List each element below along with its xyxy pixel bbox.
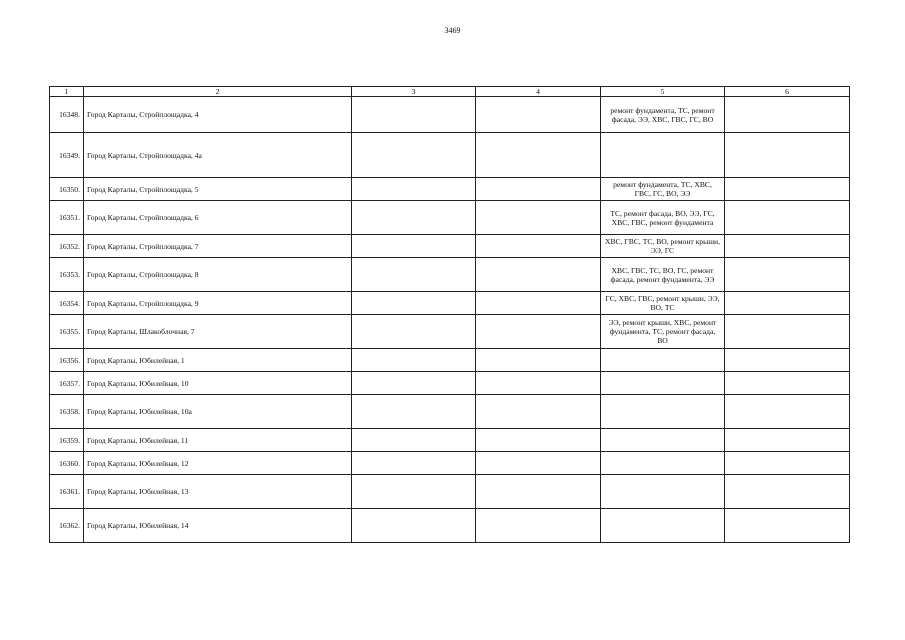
col3-cell: [352, 133, 476, 178]
address-cell: Город Карталы, Юбилейная, 10: [84, 372, 352, 395]
table-row: [50, 475, 850, 509]
col4-cell: [476, 97, 601, 133]
col6-cell: [725, 292, 850, 315]
col6-cell: [725, 429, 850, 452]
col4-cell: [476, 509, 601, 543]
address-cell: Город Карталы, Стройплощадка, 4: [84, 97, 352, 133]
col4-cell: [476, 315, 601, 349]
col6-cell: [725, 97, 850, 133]
table-row: [50, 509, 850, 543]
col4-cell: [476, 349, 601, 372]
col4-cell: [476, 372, 601, 395]
header-col-3: 3: [352, 87, 476, 97]
col3-cell: [352, 201, 476, 235]
address-cell: Город Карталы, Юбилейная, 10а: [84, 395, 352, 429]
works-cell: [601, 349, 725, 372]
address-cell: Город Карталы, Юбилейная, 11: [84, 429, 352, 452]
row-number: 16357.: [50, 372, 84, 395]
table-row: [50, 258, 850, 292]
table-row: [50, 292, 850, 315]
row-number: 16350.: [50, 178, 84, 201]
works-cell: ТС, ремонт фасада, ВО, ЭЭ, ГС, ХВС, ГВС, ремонт фундамента: [601, 201, 725, 235]
col3-cell: [352, 97, 476, 133]
col4-cell: [476, 429, 601, 452]
works-cell: ремонт фундамента, ТС, ХВС, ГВС, ГС, ВО, ЭЭ: [601, 178, 725, 201]
works-cell: [601, 429, 725, 452]
row-number: 16353.: [50, 258, 84, 292]
col6-cell: [725, 178, 850, 201]
col3-cell: [352, 315, 476, 349]
col3-cell: [352, 509, 476, 543]
col6-cell: [725, 372, 850, 395]
table-row: [50, 315, 850, 349]
works-cell: ЭЭ, ремонт крыши, ХВС, ремонт фундамента, ТС, ремонт фасада, ВО: [601, 315, 725, 349]
header-col-2: 2: [84, 87, 352, 97]
header-col-1: 1: [50, 87, 84, 97]
col3-cell: [352, 292, 476, 315]
works-cell: ХВС, ГВС, ТС, ВО, ремонт крыши, ЭЭ, ГС: [601, 235, 725, 258]
col6-cell: [725, 349, 850, 372]
table-row: [50, 201, 850, 235]
table-row: [50, 97, 850, 133]
table-row: [50, 133, 850, 178]
works-cell: [601, 395, 725, 429]
table-row: [50, 372, 850, 395]
table-row: [50, 429, 850, 452]
address-cell: Город Карталы, Шлакоблочная, 7: [84, 315, 352, 349]
col3-cell: [352, 395, 476, 429]
col4-cell: [476, 201, 601, 235]
row-number: 16351.: [50, 201, 84, 235]
table-row: [50, 395, 850, 429]
col4-cell: [476, 475, 601, 509]
col4-cell: [476, 133, 601, 178]
works-cell: ХВС, ГВС, ТС, ВО, ГС, ремонт фасада, ремонт фундамента, ЭЭ: [601, 258, 725, 292]
header-col-5: 5: [601, 87, 725, 97]
row-number: 16355.: [50, 315, 84, 349]
col3-cell: [352, 178, 476, 201]
col6-cell: [725, 133, 850, 178]
row-number: 16356.: [50, 349, 84, 372]
address-cell: Город Карталы, Юбилейная, 1: [84, 349, 352, 372]
col4-cell: [476, 395, 601, 429]
works-cell: ремонт фундамента, ТС, ремонт фасада, ЭЭ, ХВС, ГВС, ГС, ВО: [601, 97, 725, 133]
col4-cell: [476, 292, 601, 315]
address-cell: Город Карталы, Юбилейная, 12: [84, 452, 352, 475]
col6-cell: [725, 201, 850, 235]
column-number-row: [50, 87, 850, 97]
col3-cell: [352, 235, 476, 258]
col6-cell: [725, 475, 850, 509]
row-number: 16349.: [50, 133, 84, 178]
works-cell: [601, 475, 725, 509]
col3-cell: [352, 452, 476, 475]
table-row: [50, 452, 850, 475]
address-cell: Город Карталы, Стройплощадка, 8: [84, 258, 352, 292]
col3-cell: [352, 475, 476, 509]
col6-cell: [725, 258, 850, 292]
address-cell: Город Карталы, Стройплощадка, 4а: [84, 133, 352, 178]
address-cell: Город Карталы, Юбилейная, 13: [84, 475, 352, 509]
row-number: 16354.: [50, 292, 84, 315]
works-cell: ГС, ХВС, ГВС, ремонт крыши, ЭЭ, ВО, ТС: [601, 292, 725, 315]
works-cell: [601, 133, 725, 178]
row-number: 16360.: [50, 452, 84, 475]
row-number: 16359.: [50, 429, 84, 452]
header-col-4: 4: [476, 87, 601, 97]
table-row: [50, 178, 850, 201]
works-cell: [601, 509, 725, 543]
col3-cell: [352, 429, 476, 452]
col4-cell: [476, 178, 601, 201]
row-number: 16348.: [50, 97, 84, 133]
header-col-6: 6: [725, 87, 850, 97]
row-number: 16358.: [50, 395, 84, 429]
col6-cell: [725, 509, 850, 543]
row-number: 16362.: [50, 509, 84, 543]
col3-cell: [352, 372, 476, 395]
works-cell: [601, 452, 725, 475]
col6-cell: [725, 452, 850, 475]
col3-cell: [352, 349, 476, 372]
row-number: 16361.: [50, 475, 84, 509]
col4-cell: [476, 235, 601, 258]
col6-cell: [725, 315, 850, 349]
address-cell: Город Карталы, Стройплощадка, 5: [84, 178, 352, 201]
address-cell: Город Карталы, Стройплощадка, 9: [84, 292, 352, 315]
address-cell: Город Карталы, Стройплощадка, 7: [84, 235, 352, 258]
col6-cell: [725, 395, 850, 429]
col4-cell: [476, 258, 601, 292]
table-row: [50, 235, 850, 258]
col3-cell: [352, 258, 476, 292]
col6-cell: [725, 235, 850, 258]
works-cell: [601, 372, 725, 395]
page-number: 3469: [444, 26, 461, 35]
table-row: [50, 349, 850, 372]
col4-cell: [476, 452, 601, 475]
address-cell: Город Карталы, Юбилейная, 14: [84, 509, 352, 543]
row-number: 16352.: [50, 235, 84, 258]
address-cell: Город Карталы, Стройплощадка, 6: [84, 201, 352, 235]
works-table: [49, 86, 850, 543]
